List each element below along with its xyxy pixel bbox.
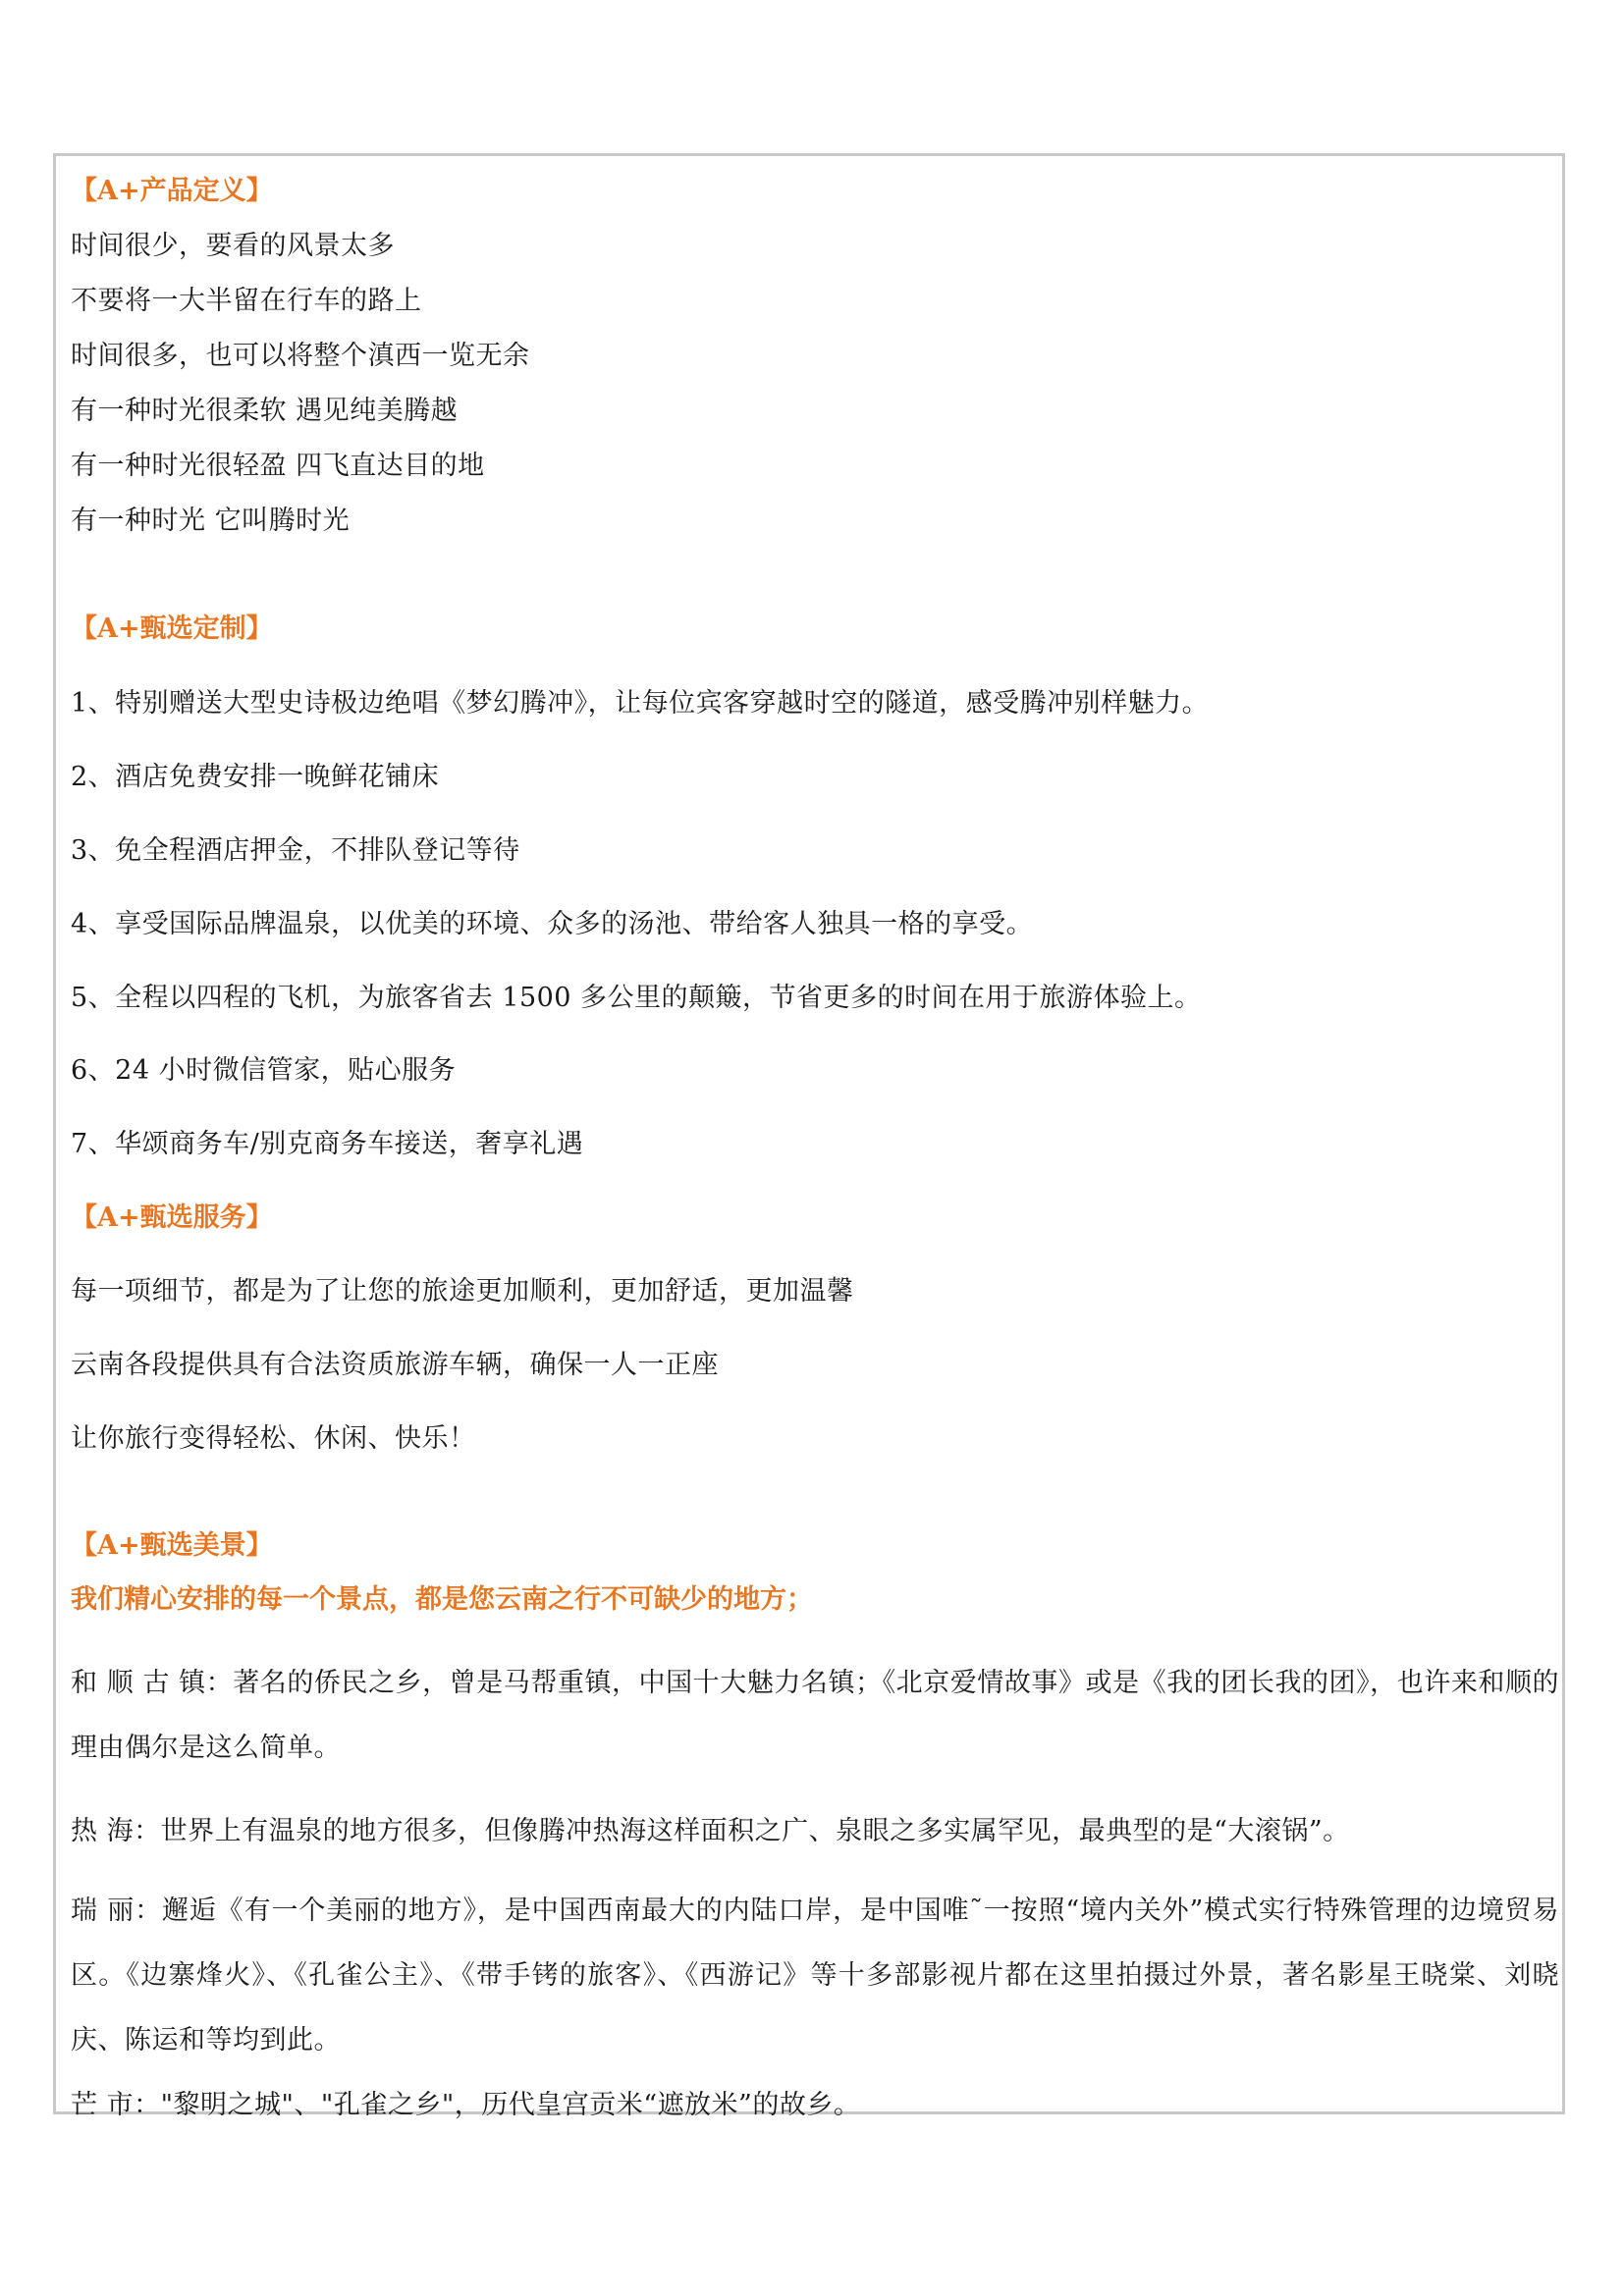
scenery-spot-ruili: 瑞 丽：邂逅《有一个美丽的地方》，是中国西南最大的内陆口岸，是中国唯˜一按照“境内关外”模式实行特殊管理的边境贸易区。《边寨烽火》、《孔雀公主》、《带手铐的旅客》、《西游记》等十多部影视片都在这里拍摄过外景，著名影星王晓棠、刘晓庆、陈运和等均到此。 xyxy=(71,1896,1559,2056)
product-definition-line: 时间很多，也可以将整个滇西一览无余 xyxy=(71,341,530,371)
custom-selection-item: 5、全程以四程的飞机，为旅客省去 1500 多公里的颠簸，节省更多的时间在用于旅游体验上。 xyxy=(71,983,1202,1013)
custom-selection-item: 6、24 小时微信管家，贴心服务 xyxy=(71,1055,457,1086)
product-definition-line: 有一种时光很轻盈 四飞直达目的地 xyxy=(71,451,485,481)
product-definition-line: 时间很少，要看的风景太多 xyxy=(71,231,395,261)
custom-selection-item: 1、特别赠送大型史诗极边绝唱《梦幻腾冲》，让每位宾客穿越时空的隧道，感受腾冲别样魅力。 xyxy=(71,688,1210,719)
product-definition-heading: 【A+产品定义】 xyxy=(71,176,273,206)
product-definition-line: 有一种时光 它叫腾时光 xyxy=(71,506,351,536)
scenery-selection-heading: 【A+甄选美景】 xyxy=(71,1530,273,1561)
service-selection-line: 每一项细节，都是为了让您的旅途更加顺利，更加舒适，更加温馨 xyxy=(71,1276,854,1307)
service-selection-line: 云南各段提供具有合法资质旅游车辆，确保一人一正座 xyxy=(71,1350,719,1380)
service-selection-line: 让你旅行变得轻松、休闲、快乐！ xyxy=(71,1423,476,1454)
scenery-spot-heshun: 和 顺 古 镇：著名的侨民之乡，曾是马帮重镇，中国十大魅力名镇；《北京爱情故事》或是《我的团长我的团》，也许来和顺的理由偶尔是这么简单。 xyxy=(71,1668,1559,1763)
product-definition-line: 有一种时光很柔软 遇见纯美腾越 xyxy=(71,396,459,426)
scenery-selection-subtitle: 我们精心安排的每一个景点，都是您云南之行不可缺少的地方； xyxy=(71,1584,813,1615)
custom-selection-item: 3、免全程酒店押金，不排队登记等待 xyxy=(71,835,520,866)
custom-selection-item: 7、华颂商务车/别克商务车接送，奢享礼遇 xyxy=(71,1129,584,1159)
custom-selection-heading: 【A+甄选定制】 xyxy=(71,614,273,644)
scenery-spot-rehai: 热 海：世界上有温泉的地方很多，但像腾冲热海这样面积之广、泉眼之多实属罕见，最典型的是“大滚锅”。 xyxy=(71,1816,1350,1846)
custom-selection-item: 4、享受国际品牌温泉，以优美的环境、众多的汤池、带给客人独具一格的享受。 xyxy=(71,909,1034,939)
product-definition-line: 不要将一大半留在行车的路上 xyxy=(71,286,422,316)
custom-selection-item: 2、酒店免费安排一晚鲜花铺床 xyxy=(71,762,440,792)
scenery-spot-mangshi: 芒 市："黎明之城"、"孔雀之乡"，历代皇宫贡米“遮放米”的故乡。 xyxy=(71,2090,861,2120)
service-selection-heading: 【A+甄选服务】 xyxy=(71,1202,273,1233)
